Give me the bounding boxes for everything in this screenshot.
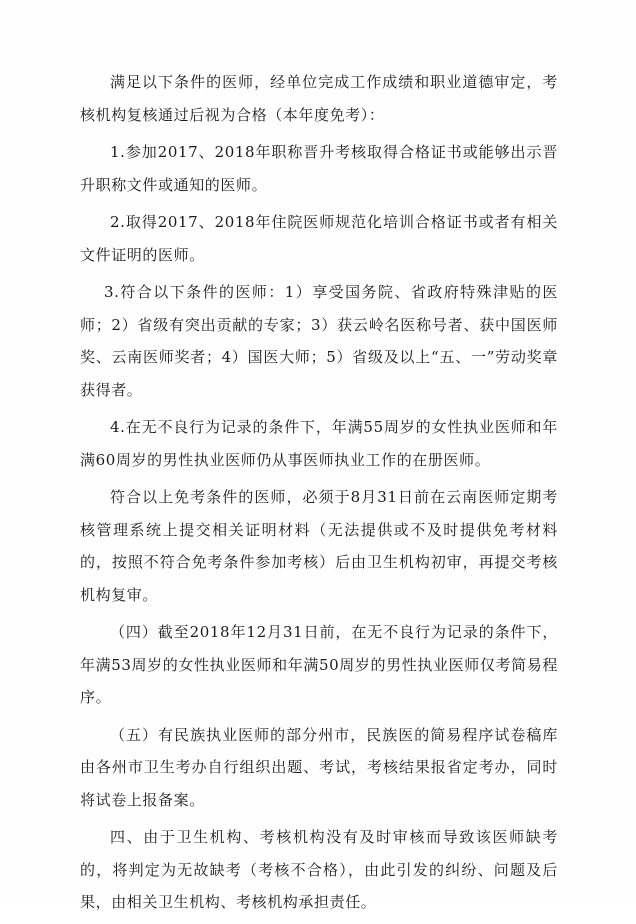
document-body xyxy=(80,66,558,924)
paragraph-section-5: （五）有民族执业医师的部分州市，民族医的简易程序试卷稿库由各州市卫生考办自行组织出题、考试，考核结果报省定考办，同时将试卷上报备案。 xyxy=(80,725,558,809)
paragraph-item-2: 2.取得2017、2018年住院医师规范化培训合格证书或者有相关文件证明的医师。 xyxy=(80,213,558,264)
paragraph-section-4: （四）截至2018年12月31日前，在无不良行为记录的条件下，年满53周岁的女性执业医师和年满50周岁的男性执业医师仅考简易程序。 xyxy=(80,623,558,706)
paragraph-exemption-note: 符合以上免考条件的医师，必须于8月31日前在云南医师定期考核管理系统上提交相关证明材料（无法提供或不及时提供免考材料的，按照不符合免考条件参加考核）后由卫生机构初审，再提交考核机构复审。 xyxy=(80,488,558,604)
paragraph-item-4: 4.在无不良行为记录的条件下，年满55周岁的女性执业医师和年满60周岁的男性执业医师仍从事医师执业工作的在册医师。 xyxy=(80,418,558,469)
paragraph-section-four-responsibility: 四、由于卫生机构、考核机构没有及时审核而导致该医师缺考的，将判定为无故缺考（考核不合格），由此引发的纠纷、问题及后果，由相关卫生机构、考核机构承担责任。 xyxy=(80,828,558,911)
paragraph-item-1: 1.参加2017、2018年职称晋升考核取得合格证书或能够出示晋升职称文件或通知的医师。 xyxy=(80,143,558,194)
paragraph-intro: 满足以下条件的医师，经单位完成工作成绩和职业道德审定，考核机构复核通过后视为合格（本年度免考）： xyxy=(80,73,558,124)
paragraph-item-3: 3.符合以下条件的医师：1）享受国务院、省政府特殊津贴的医师；2）省级有突出贡献的专家；3）获云岭名医称号者、获中国医师奖、云南医师奖者；4）国医大师；5）省级及以上“五、一”劳动奖章获得者。 xyxy=(80,283,558,399)
